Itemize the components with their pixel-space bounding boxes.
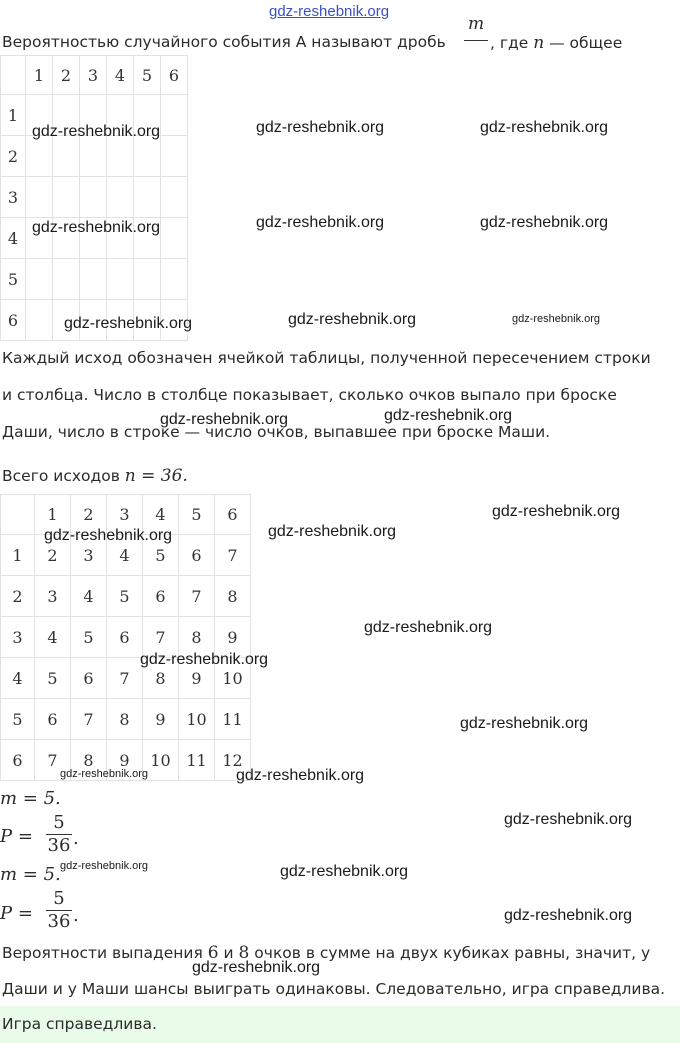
table-corner	[1, 495, 35, 535]
paragraph-line-1: Каждый исход обозначен ячейкой таблицы, полученной пересечением строки	[2, 349, 651, 367]
watermark: gdz-reshebnik.org	[160, 411, 289, 428]
table-row	[1, 576, 251, 617]
table-row-header: 5	[1, 259, 26, 300]
watermark: gdz-reshebnik.org	[480, 214, 609, 231]
table-cell: 7	[107, 658, 143, 699]
watermark: gdz-reshebnik.org	[268, 523, 397, 540]
table-row-header: 4	[1, 658, 35, 699]
table-cell: 10	[143, 740, 179, 781]
watermark: gdz-reshebnik.org	[492, 503, 621, 520]
table-header-cell: 6	[161, 56, 188, 95]
table-header-cell: 4	[143, 495, 179, 535]
answer-text: Игра справедлива.	[2, 1015, 157, 1033]
table-cell: 8	[107, 699, 143, 740]
table-cell: 8	[143, 658, 179, 699]
m-equation-1: m = 5.	[0, 788, 61, 809]
table-cell: 7	[179, 576, 215, 617]
conclusion-eight: 8	[238, 943, 250, 963]
watermark: gdz-reshebnik.org	[140, 651, 269, 668]
conclusion-line-2: Даши и у Маши шансы выиграть одинаковы. Следовательно, игра справедлива.	[2, 980, 666, 998]
conclusion-six: 6	[207, 943, 219, 963]
table-cell: 7	[35, 740, 71, 781]
table-header-cell: 1	[26, 56, 53, 95]
table-cell: 4	[35, 617, 71, 658]
table-cell: 3	[71, 535, 107, 576]
table-row	[1, 56, 188, 95]
watermark: gdz-reshebnik.org	[60, 768, 149, 780]
table-cell: 2	[35, 535, 71, 576]
watermark: gdz-reshebnik.org	[384, 407, 513, 424]
p-label-1: P =	[0, 826, 33, 847]
table-row-header: 2	[1, 136, 26, 177]
table-corner	[1, 56, 26, 95]
intro-text-after: , где	[490, 34, 529, 52]
table-cell: 9	[179, 658, 215, 699]
conclusion-part2: очков в сумме на двух кубиках равны, значит, у	[254, 944, 651, 962]
table-header-cell: 3	[107, 495, 143, 535]
table-cell: 5	[107, 576, 143, 617]
intro-text-end: — общее	[549, 34, 623, 52]
intro-var-n: n	[533, 33, 545, 53]
table-cell: 8	[179, 617, 215, 658]
table-row-header: 4	[1, 218, 26, 259]
table-cell: 4	[107, 535, 143, 576]
watermark: gdz-reshebnik.org	[280, 863, 409, 880]
conclusion-part1: Вероятности выпадения	[2, 944, 203, 962]
watermark: gdz-reshebnik.org	[504, 907, 633, 924]
total-formula: n = 36.	[124, 466, 188, 486]
table-cell: 11	[215, 699, 251, 740]
watermark: gdz-reshebnik.org	[512, 313, 601, 325]
watermark-top[interactable]: gdz-reshebnik.org	[269, 3, 390, 20]
watermark: gdz-reshebnik.org	[504, 811, 633, 828]
intro-frac-bar	[464, 40, 488, 41]
watermark: gdz-reshebnik.org	[32, 123, 161, 140]
paragraph-line-2: и столбца. Число в столбце показывает, сколько очков выпало при броске	[2, 386, 617, 404]
total-outcomes	[2, 466, 188, 486]
p-frac-den-1: 36	[47, 835, 71, 856]
table-cell: 5	[71, 617, 107, 658]
table-cell: 12	[215, 740, 251, 781]
table-header-cell: 3	[80, 56, 107, 95]
watermark: gdz-reshebnik.org	[44, 527, 173, 544]
watermark: gdz-reshebnik.org	[32, 219, 161, 236]
intro-line	[2, 33, 446, 51]
table-row	[1, 136, 188, 177]
watermark: gdz-reshebnik.org	[256, 119, 385, 136]
watermark: gdz-reshebnik.org	[236, 767, 365, 784]
table-row-header: 6	[1, 740, 35, 781]
p-dot-2: .	[73, 905, 79, 926]
outcomes-grid-empty	[0, 55, 188, 341]
table-row-header: 2	[1, 576, 35, 617]
table-cell: 9	[215, 617, 251, 658]
m-equation-2: m = 5.	[0, 864, 61, 885]
table-cell: 7	[215, 535, 251, 576]
table-row	[1, 177, 188, 218]
conclusion-and: и	[223, 944, 234, 962]
p-fraction-1	[46, 813, 72, 856]
table-header-cell: 4	[107, 56, 134, 95]
intro-frac-num: m	[467, 14, 485, 34]
table-cell: 6	[107, 617, 143, 658]
intro-text: Вероятностью случайного события А называют дробь	[2, 33, 446, 51]
intro-fraction	[464, 14, 488, 41]
p-fraction-2	[46, 889, 72, 932]
table-row-header: 5	[1, 699, 35, 740]
table-cell: 10	[215, 658, 251, 699]
watermark: gdz-reshebnik.org	[288, 311, 417, 328]
p-frac-num-2: 5	[53, 888, 65, 909]
p-frac-num-1: 5	[53, 812, 65, 833]
watermark: gdz-reshebnik.org	[192, 959, 321, 976]
watermark: gdz-reshebnik.org	[256, 214, 385, 231]
table-header-cell: 2	[53, 56, 80, 95]
paragraph-line-3: Даши, число в строке — число очков, выпавшее при броске Маши.	[2, 423, 551, 441]
intro-line-end	[490, 33, 622, 53]
table-cell: 6	[143, 576, 179, 617]
table-cell: 6	[71, 658, 107, 699]
table-row-header: 3	[1, 177, 26, 218]
table-cell: 9	[107, 740, 143, 781]
watermark: gdz-reshebnik.org	[480, 119, 609, 136]
conclusion-line-1	[2, 943, 650, 963]
table-cell: 7	[143, 617, 179, 658]
table-cell: 4	[71, 576, 107, 617]
table-header-cell: 1	[35, 495, 71, 535]
p-dot-1: .	[73, 828, 79, 849]
table-cell: 6	[179, 535, 215, 576]
table-cell: 7	[71, 699, 107, 740]
table-header-cell: 6	[215, 495, 251, 535]
watermark: gdz-reshebnik.org	[364, 619, 493, 636]
watermark: gdz-reshebnik.org	[64, 315, 193, 332]
table-cell: 5	[143, 535, 179, 576]
total-text: Всего исходов	[2, 467, 120, 485]
table-row-header: 3	[1, 617, 35, 658]
table-cell: 8	[71, 740, 107, 781]
answer-box	[0, 1006, 680, 1043]
p-frac-den-2: 36	[47, 911, 71, 932]
table-row-header: 1	[1, 95, 26, 136]
table-row	[1, 259, 188, 300]
table-cell: 8	[215, 576, 251, 617]
table-cell: 5	[35, 658, 71, 699]
table-header-cell: 2	[71, 495, 107, 535]
table-cell: 10	[179, 699, 215, 740]
watermark: gdz-reshebnik.org	[460, 715, 589, 732]
table-row-header: 1	[1, 535, 35, 576]
table-header-cell: 5	[179, 495, 215, 535]
watermark: gdz-reshebnik.org	[60, 860, 149, 872]
p-label-2: P =	[0, 903, 33, 924]
table-header-cell: 5	[134, 56, 161, 95]
table-row-header: 6	[1, 300, 26, 341]
table-row	[1, 699, 251, 740]
table-cell: 3	[35, 576, 71, 617]
table-cell: 11	[179, 740, 215, 781]
table-cell: 6	[35, 699, 71, 740]
table-cell: 9	[143, 699, 179, 740]
